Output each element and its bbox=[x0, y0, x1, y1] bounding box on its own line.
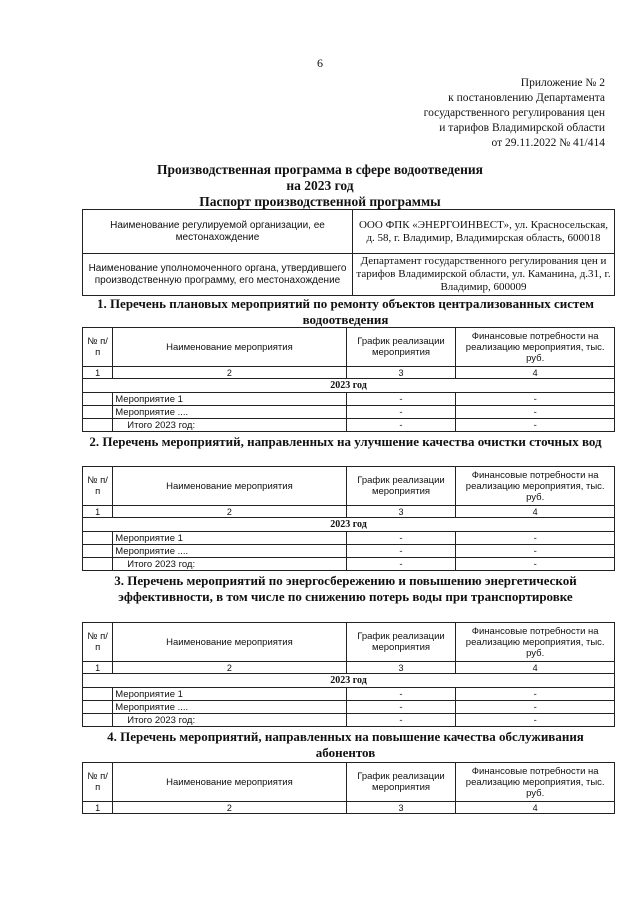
passport-row bbox=[83, 210, 615, 254]
header-finance: Финансовые потребности на реализацию мероприятия, тыс. руб. bbox=[456, 328, 615, 367]
table-row bbox=[83, 406, 615, 419]
column-number: 1 bbox=[83, 662, 113, 674]
section-2-table bbox=[82, 466, 615, 571]
event-name: Мероприятие .... bbox=[113, 701, 346, 714]
column-number: 3 bbox=[346, 662, 456, 674]
total-row bbox=[83, 419, 615, 432]
header-schedule: График реализации мероприятия bbox=[346, 763, 456, 802]
header-name: Наименование мероприятия bbox=[113, 328, 346, 367]
header-number: № п/п bbox=[83, 623, 113, 662]
total-row bbox=[83, 558, 615, 571]
appendix-line: от 29.11.2022 № 41/414 bbox=[491, 137, 605, 149]
table-row bbox=[83, 532, 615, 545]
cell-dash: - bbox=[346, 714, 456, 727]
passport-value: ООО ФПК «ЭНЕРГОИНВЕСТ», ул. Красносельская, д. 58, г. Владимир, Владимирская область, 600018 bbox=[353, 210, 615, 254]
cell-empty bbox=[83, 545, 113, 558]
header-finance: Финансовые потребности на реализацию мероприятия, тыс. руб. bbox=[456, 763, 615, 802]
header-name: Наименование мероприятия bbox=[113, 623, 346, 662]
cell-empty bbox=[83, 701, 113, 714]
passport-value: Департамент государственного регулирования цен и тарифов Владимирской области, ул. Каманина, д.31, г. Владимир, 600009 bbox=[353, 254, 615, 296]
column-number: 1 bbox=[83, 506, 113, 518]
cell-empty bbox=[83, 532, 113, 545]
page-number: 6 bbox=[317, 56, 323, 70]
cell-empty bbox=[83, 419, 113, 432]
table-row bbox=[83, 393, 615, 406]
cell-dash: - bbox=[346, 545, 456, 558]
column-number-row bbox=[83, 662, 615, 674]
passport-table bbox=[82, 209, 615, 296]
cell-empty bbox=[83, 558, 113, 571]
table-row bbox=[83, 701, 615, 714]
title-line-1: Производственная программа в сфере водоотведения bbox=[157, 162, 483, 177]
column-number: 2 bbox=[113, 367, 346, 379]
total-label: Итого 2023 год: bbox=[113, 714, 346, 727]
column-number: 4 bbox=[456, 662, 615, 674]
appendix-line: и тарифов Владимирской области bbox=[439, 122, 605, 134]
header-finance: Финансовые потребности на реализацию мероприятия, тыс. руб. bbox=[456, 623, 615, 662]
table-header-row bbox=[83, 623, 615, 662]
year-row bbox=[83, 518, 615, 532]
cell-dash: - bbox=[456, 545, 615, 558]
column-number: 4 bbox=[456, 367, 615, 379]
header-schedule: График реализации мероприятия bbox=[346, 623, 456, 662]
section-1-table bbox=[82, 327, 615, 432]
event-name: Мероприятие 1 bbox=[113, 688, 346, 701]
event-name: Мероприятие 1 bbox=[113, 532, 346, 545]
header-name: Наименование мероприятия bbox=[113, 763, 346, 802]
year-row bbox=[83, 379, 615, 393]
header-schedule: График реализации мероприятия bbox=[346, 467, 456, 506]
column-number: 3 bbox=[346, 802, 456, 814]
column-number-row bbox=[83, 506, 615, 518]
passport-label: Наименование уполномоченного органа, утвердившего производственную программу, его местонахождение bbox=[83, 254, 353, 296]
appendix-line: государственного регулирования цен bbox=[423, 107, 605, 119]
title-line-3: Паспорт производственной программы bbox=[199, 194, 441, 209]
table-header-row bbox=[83, 763, 615, 802]
cell-dash: - bbox=[346, 532, 456, 545]
header-schedule: График реализации мероприятия bbox=[346, 328, 456, 367]
header-finance: Финансовые потребности на реализацию мероприятия, тыс. руб. bbox=[456, 467, 615, 506]
column-number: 3 bbox=[346, 506, 456, 518]
header-number: № п/п bbox=[83, 763, 113, 802]
event-name: Мероприятие .... bbox=[113, 545, 346, 558]
section-title-4: 4. Перечень мероприятий, направленных на повышение качества обслуживания абонентов bbox=[107, 729, 584, 760]
appendix-line: к постановлению Департамента bbox=[448, 92, 605, 104]
cell-dash: - bbox=[346, 419, 456, 432]
column-number-row bbox=[83, 802, 615, 814]
year-row bbox=[83, 674, 615, 688]
cell-dash: - bbox=[456, 701, 615, 714]
column-number: 2 bbox=[113, 506, 346, 518]
column-number: 1 bbox=[83, 367, 113, 379]
year-label: 2023 год bbox=[83, 674, 615, 688]
total-label: Итого 2023 год: bbox=[113, 558, 346, 571]
column-number: 4 bbox=[456, 802, 615, 814]
cell-dash: - bbox=[456, 532, 615, 545]
cell-empty bbox=[83, 406, 113, 419]
appendix-line: Приложение № 2 bbox=[520, 77, 605, 89]
event-name: Мероприятие 1 bbox=[113, 393, 346, 406]
appendix-block bbox=[360, 76, 605, 151]
passport-row bbox=[83, 254, 615, 296]
cell-dash: - bbox=[456, 688, 615, 701]
total-row bbox=[83, 714, 615, 727]
total-label: Итого 2023 год: bbox=[113, 419, 346, 432]
table-row bbox=[83, 545, 615, 558]
section-title-3: 3. Перечень мероприятий по энергосбережению и повышению энергетической эффективности, в том числе по снижению потерь воды при транспортировке bbox=[114, 573, 577, 604]
header-number: № п/п bbox=[83, 467, 113, 506]
column-number: 1 bbox=[83, 802, 113, 814]
cell-dash: - bbox=[346, 558, 456, 571]
cell-dash: - bbox=[346, 406, 456, 419]
section-title-2: 2. Перечень мероприятий, направленных на улучшение качества очистки сточных вод bbox=[89, 434, 602, 449]
cell-dash: - bbox=[456, 406, 615, 419]
column-number: 2 bbox=[113, 802, 346, 814]
column-number: 2 bbox=[113, 662, 346, 674]
cell-dash: - bbox=[346, 701, 456, 714]
cell-dash: - bbox=[346, 393, 456, 406]
table-header-row bbox=[83, 328, 615, 367]
cell-dash: - bbox=[346, 688, 456, 701]
section-3-table bbox=[82, 622, 615, 727]
column-number: 3 bbox=[346, 367, 456, 379]
cell-empty bbox=[83, 688, 113, 701]
cell-dash: - bbox=[456, 419, 615, 432]
column-number-row bbox=[83, 367, 615, 379]
cell-dash: - bbox=[456, 558, 615, 571]
header-number: № п/п bbox=[83, 328, 113, 367]
column-number: 4 bbox=[456, 506, 615, 518]
table-header-row bbox=[83, 467, 615, 506]
cell-dash: - bbox=[456, 714, 615, 727]
document-title bbox=[0, 162, 640, 210]
section-4-table bbox=[82, 762, 615, 814]
section-title-1: 1. Перечень плановых мероприятий по ремонту объектов централизованных систем водоотведения bbox=[96, 296, 595, 327]
event-name: Мероприятие .... bbox=[113, 406, 346, 419]
cell-empty bbox=[83, 393, 113, 406]
title-line-2: на 2023 год bbox=[286, 178, 354, 193]
cell-empty bbox=[83, 714, 113, 727]
year-label: 2023 год bbox=[83, 379, 615, 393]
year-label: 2023 год bbox=[83, 518, 615, 532]
passport-label: Наименование регулируемой организации, ее местонахождение bbox=[83, 210, 353, 254]
cell-dash: - bbox=[456, 393, 615, 406]
header-name: Наименование мероприятия bbox=[113, 467, 346, 506]
table-row bbox=[83, 688, 615, 701]
